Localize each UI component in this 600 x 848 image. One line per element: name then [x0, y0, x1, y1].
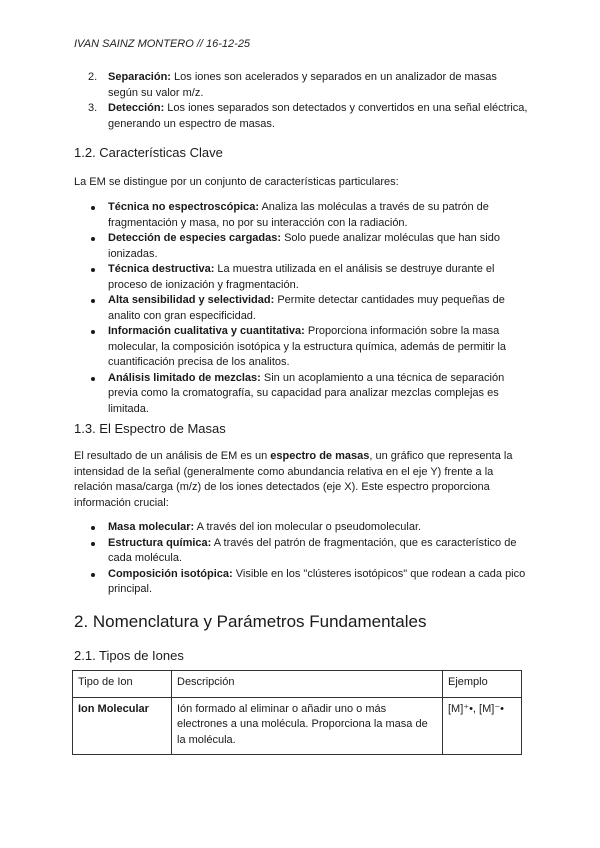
characteristics-list	[108, 200, 528, 417]
step-number: 3.	[88, 102, 98, 114]
section-heading-2-1: 2.1. Tipos de Iones	[74, 648, 184, 663]
item-term: Técnica no espectroscópica:	[108, 201, 259, 213]
item-text: Visible en los "clústeres isotópicos" que rodean a cada pico principal.	[108, 567, 526, 595]
ion-types-table	[72, 670, 522, 755]
paragraph-term: espectro de masas	[270, 450, 370, 462]
table-cell: [M]⁺•, [M]⁻•	[443, 697, 522, 755]
item-term: Masa molecular:	[108, 521, 195, 533]
section-heading-1-3: 1.3. El Espectro de Masas	[74, 421, 226, 436]
bullet-icon	[91, 206, 95, 210]
item-text: Proporciona información sobre la masa molecular, la composición isotópica y la estructura química, además de permitir la cuantificación precisa de los analitos.	[108, 325, 507, 368]
step-text: Los iones son acelerados y separados en un analizador de masas según su valor m/z.	[108, 71, 497, 99]
list-item	[108, 536, 528, 567]
item-term: Análisis limitado de mezclas:	[108, 371, 261, 384]
list-item	[108, 324, 528, 371]
item-text: A través del patrón de fragmentación, que es característico de cada molécula.	[108, 536, 517, 564]
section-heading-2: 2. Nomenclatura y Parámetros Fundamentales	[74, 612, 427, 631]
section-intro: La EM se distingue por un conjunto de características particulares:	[74, 176, 399, 188]
list-item	[108, 200, 528, 231]
step-term: Separación:	[108, 71, 171, 83]
bullet-icon	[91, 330, 95, 334]
item-term: Información cualitativa y cuantitativa:	[108, 325, 305, 337]
item-term: Técnica destructiva:	[108, 263, 215, 275]
ion-type: Ion Molecular	[78, 702, 149, 715]
bullet-icon	[91, 237, 95, 241]
step-text: Los iones separados son detectados y convertidos en una señal eléctrica, generando un espectro de masas.	[108, 102, 528, 130]
list-item	[108, 231, 528, 262]
list-item	[108, 371, 528, 418]
list-item	[108, 520, 528, 536]
table-row	[73, 697, 522, 755]
section-heading-1-2: 1.2. Características Clave	[74, 145, 223, 160]
column-header: Ejemplo	[443, 671, 522, 698]
item-term: Composición isotópica:	[108, 567, 233, 580]
list-item	[108, 293, 528, 324]
section-paragraph	[74, 449, 529, 511]
bullet-icon	[91, 377, 95, 381]
item-text: Solo puede analizar moléculas que han sido ionizadas.	[108, 232, 500, 260]
table-cell: Ión formado al eliminar o añadir uno o más electrones a una molécula. Proporciona la masa de la molécula.	[172, 697, 443, 755]
table-header-row	[73, 671, 522, 698]
list-item	[88, 70, 528, 101]
item-term: Detección de especies cargadas:	[108, 232, 282, 244]
column-header: Descripción	[172, 671, 443, 698]
bullet-icon	[91, 542, 95, 546]
item-text: Sin un acoplamiento a una técnica de separación previa como la cromatografía, su capacidad para analizar mezclas complejas es limitada.	[108, 371, 505, 415]
paragraph-text: El resultado de un análisis de EM es un	[74, 450, 271, 462]
process-steps-list	[88, 70, 528, 132]
bullet-icon	[91, 526, 95, 530]
bullet-icon	[91, 268, 95, 272]
list-item	[108, 567, 528, 598]
table-cell	[73, 697, 172, 755]
step-term: Detección:	[108, 102, 165, 114]
item-term: Alta sensibilidad y selectividad:	[108, 294, 275, 306]
paragraph-text: , un gráfico que representa la intensidad de la señal (generalmente como abundancia relativa en el eje Y) frente a la relación masa/carga (m/z) de los iones detectados (eje X). Este espectro proporciona información crucial:	[74, 450, 513, 509]
item-text: Analiza las moléculas a través de su patrón de fragmentación y masa, no por su interacción con la radiación.	[108, 201, 489, 229]
item-text: Permite detectar cantidades muy pequeñas de analito con gran especificidad.	[108, 294, 505, 322]
list-item	[108, 262, 528, 293]
item-text: A través del ion molecular o pseudomolecular.	[194, 521, 422, 533]
list-item	[88, 101, 528, 132]
bullet-icon	[91, 573, 95, 577]
column-header: Tipo de Ion	[73, 671, 172, 698]
spectrum-info-list	[108, 520, 528, 598]
page-header: IVAN SAINZ MONTERO // 16-12-25	[74, 38, 251, 50]
item-term: Estructura química:	[108, 536, 212, 549]
item-text: La muestra utilizada en el análisis se destruye durante el proceso de ionización y fragmentación.	[108, 263, 495, 291]
step-number: 2.	[88, 71, 98, 83]
bullet-icon	[91, 299, 95, 303]
